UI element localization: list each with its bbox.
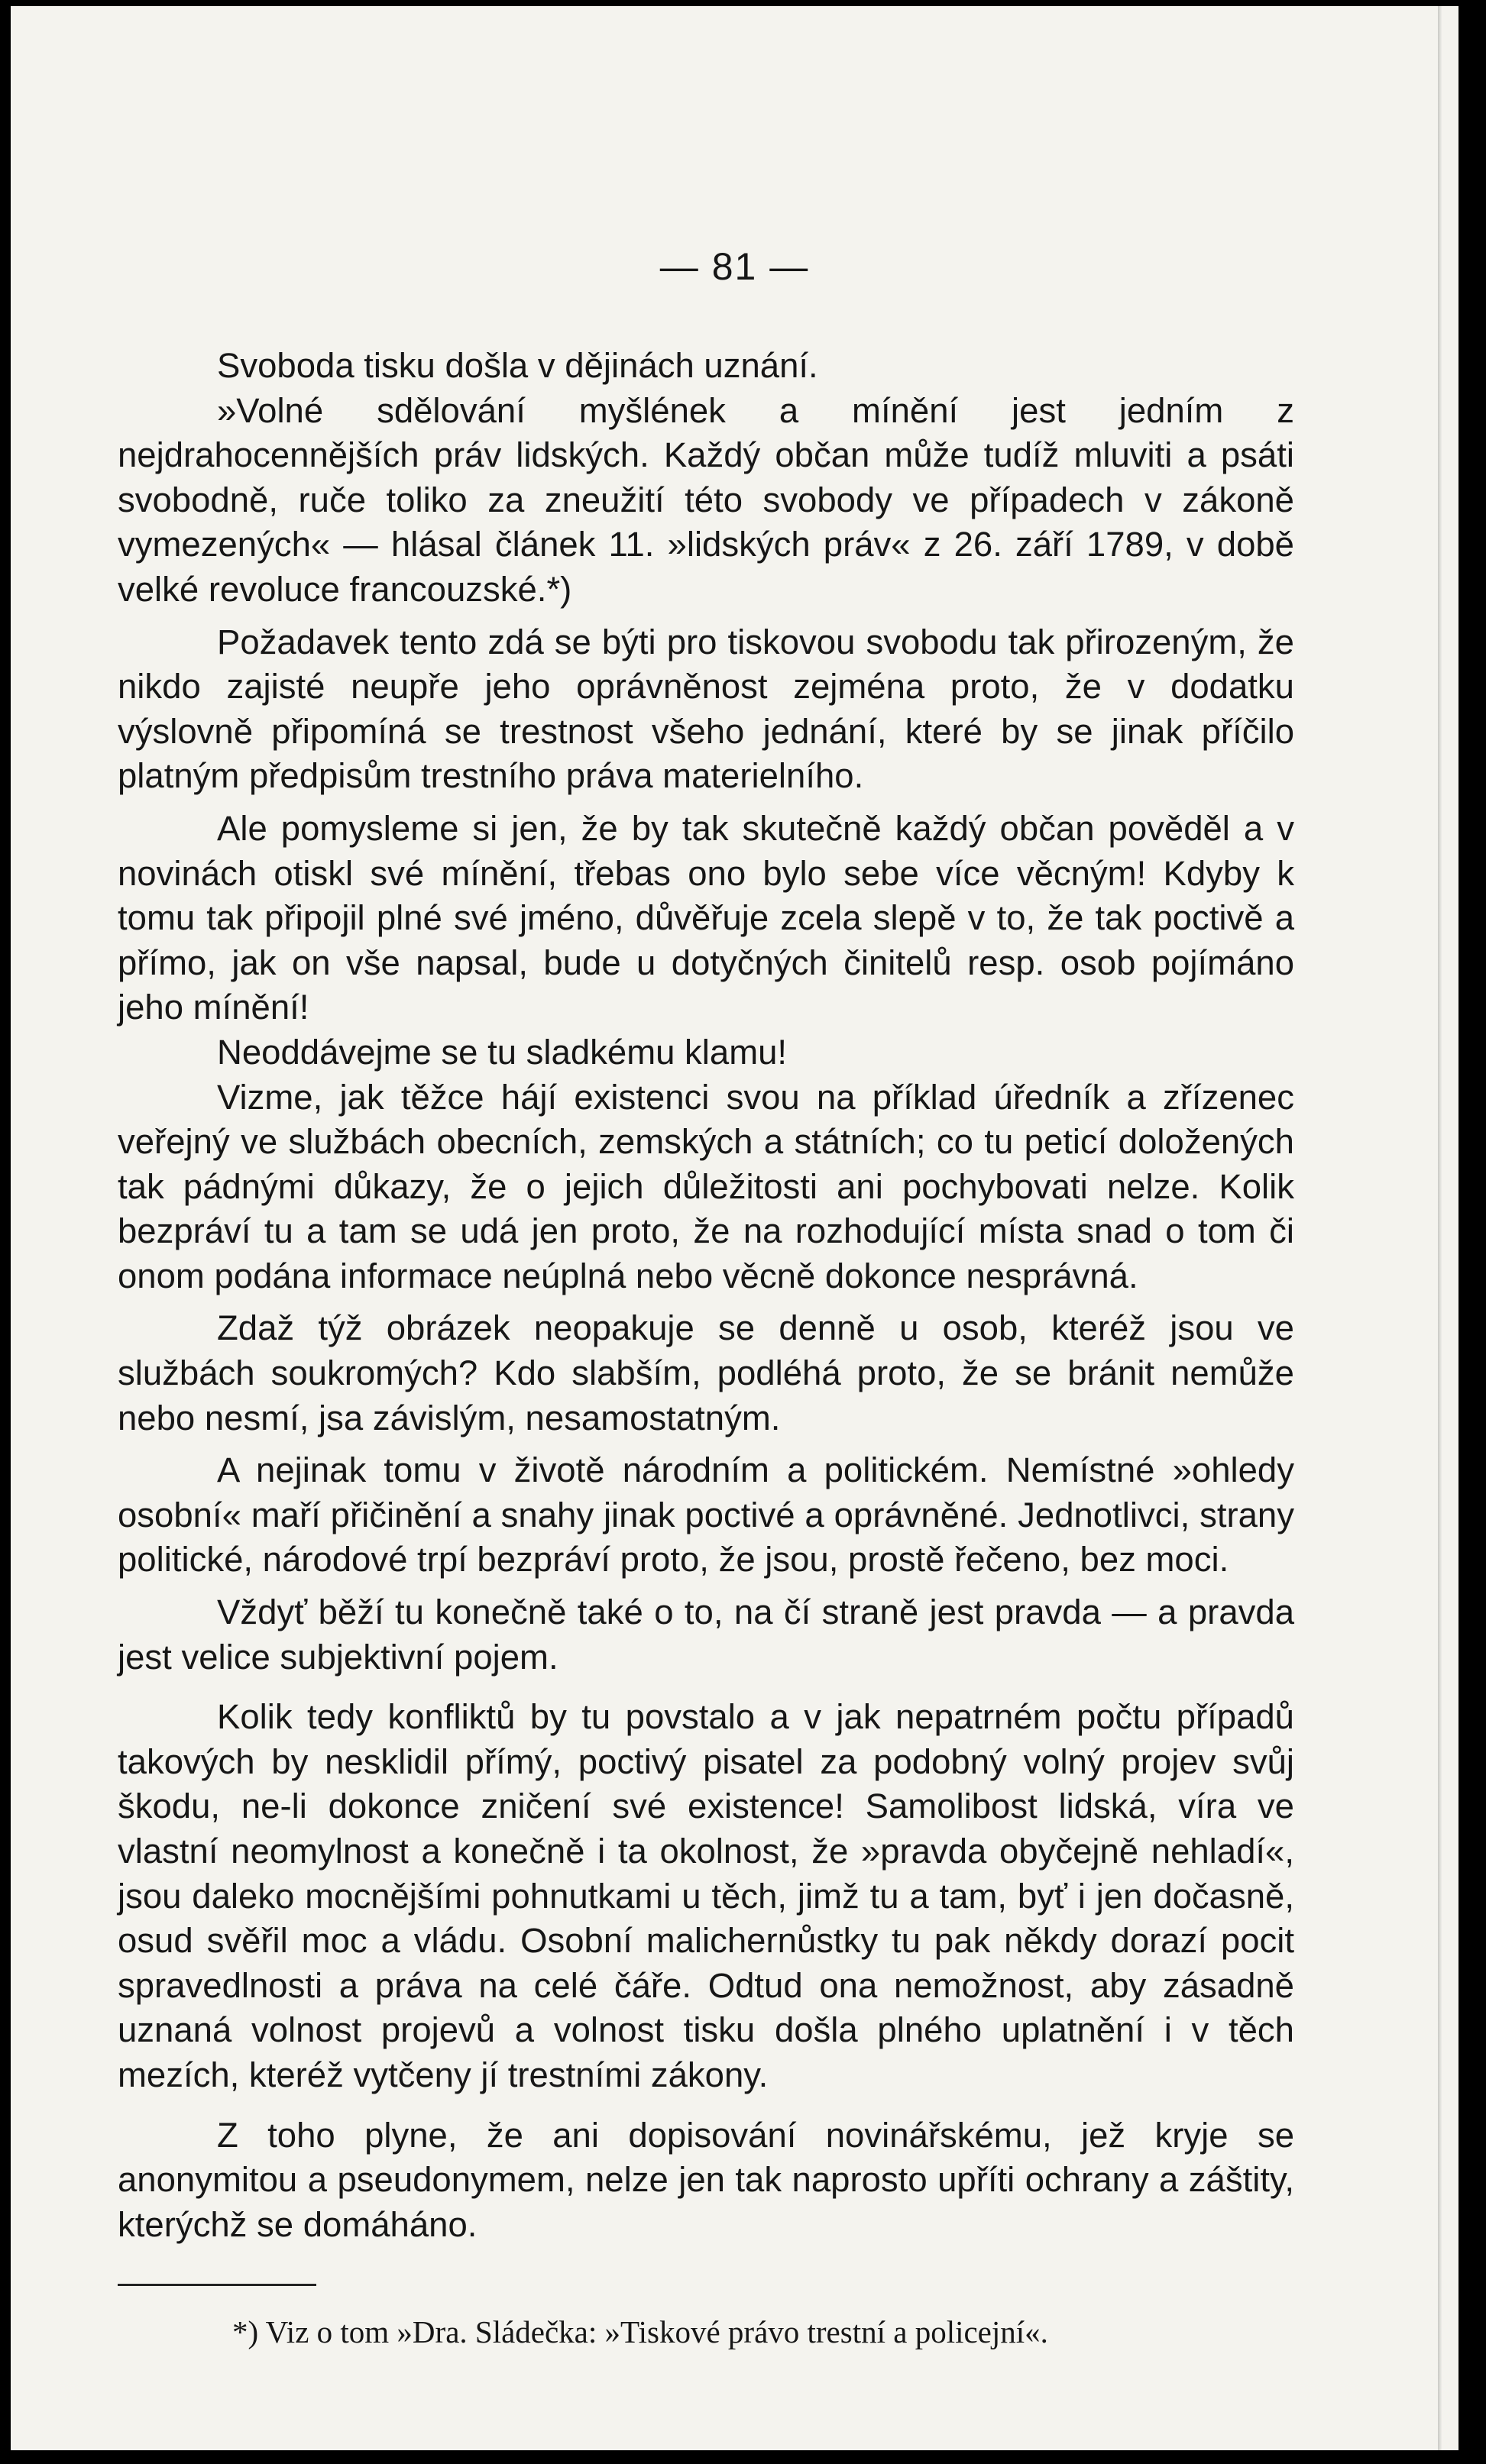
paragraph-9: Vždyť běží tu konečně také o to, na čí straně jest pravda — a pravda jest velice subjektivní pojem. — [118, 1593, 1294, 1677]
footnote-separator — [118, 2284, 316, 2286]
paragraph-2: »Volné sdělování myšlének a mínění jest jedním z nejdrahocennějších práv lidských. Každý občan může tudíž mluviti a psáti svobodně, ruče toliko za zneužití této svobody ve případech v zákoně vymezených« — hlásal článek 11. »lidských práv« z 26. září 1789, v době velké revoluce francouzské.*) — [118, 390, 1294, 609]
page-edge-shadow — [1438, 6, 1442, 2450]
paragraph-11: Z toho plyne, že ani dopisování novinářskému, jež kryje se anonymitou a pseudonymem, nelze jen tak naprosto upříti ochrany a záštity, kterýchž se domáháno. — [118, 2115, 1294, 2244]
footnote: *) Viz o tom »Dra. Sládečka: »Tiskové právo trestní a policejní«. — [232, 2314, 1048, 2349]
body-text — [118, 344, 1294, 2247]
paragraph-7: Zdaž týž obrázek neopakuje se denně u osob, kteréž jsou ve službách soukromých? Kdo slabším, podléhá proto, že se bránit nemůže nebo nesmí, jsa závislým, nesamostatným. — [118, 1308, 1294, 1437]
paragraph-8: A nejinak tomu v životě národním a politickém. Nemístné »ohledy osobní« maří přičinění a snahy jinak poctivé a oprávněné. Jednotlivci, strany politické, národové trpí bezpráví proto, že jsou, prostě řečeno, bez moci. — [118, 1450, 1294, 1580]
paragraph-10: Kolik tedy konfliktů by tu povstalo a v jak nepatrném počtu případů takových by nesklidil přímý, poctivý pisatel za podobný volný projev svůj škodu, ne-li dokonce zničení své existence! Samolibost lidská, víra ve vlastní neomylnost a konečně i ta okolnost, že »pravda obyčejně nehladí«, jsou daleko mocnějšími pohnutkami u těch, jimž tu a tam, byť i jen dočasně, osud svěřil moc a vládu. Osobní malichernůstky tu pak někdy dorazí pocit spravedlnosti a práva na celé čáře. Odtud ona nemožnost, aby zásadně uznaná volnost projevů a volnost tisku došla plného uplatnění i v těch mezích, kteréž vytčeny jí trestními zákony. — [118, 1697, 1294, 2094]
paragraph-3: Požadavek tento zdá se býti pro tiskovou svobodu tak přirozeným, že nikdo zajisté neupře jeho oprávněnost zejména proto, že v dodatku výslovně připomíná se trestnost všeho jednání, které by se jinak příčilo platným předpisům trestního práva materielního. — [118, 622, 1294, 796]
book-page — [11, 6, 1458, 2450]
paragraph-5: Neoddávejme se tu sladkému klamu! — [217, 1032, 788, 1072]
paragraph-6: Vizme, jak těžce hájí existenci svou na příklad úředník a zřízenec veřejný ve službách obecních, zemských a státních; co tu peticí doložených tak pádnými důkazy, že o jejich důležitosti ani pochybovati nelze. Kolik bezpráví tu a tam se udá jen proto, že na rozhodující místa snad o tom či onom podána informace neúplná nebo věcně dokonce nesprávná. — [118, 1077, 1294, 1295]
page-number: — 81 — — [659, 245, 810, 288]
paragraph-1: Svoboda tisku došla v dějinách uznání. — [217, 346, 818, 385]
paragraph-4: Ale pomysleme si jen, že by tak skutečně každý občan pověděl a v novinách otiskl své mínění, třebas ono bylo sebe více věcným! Kdyby k tomu tak připojil plné své jméno, důvěřuje zcela slepě v to, že tak poctivě a přímo, jak on vše napsal, bude u dotyčných činitelů resp. osob pojímáno jeho mínění! — [118, 808, 1294, 1027]
